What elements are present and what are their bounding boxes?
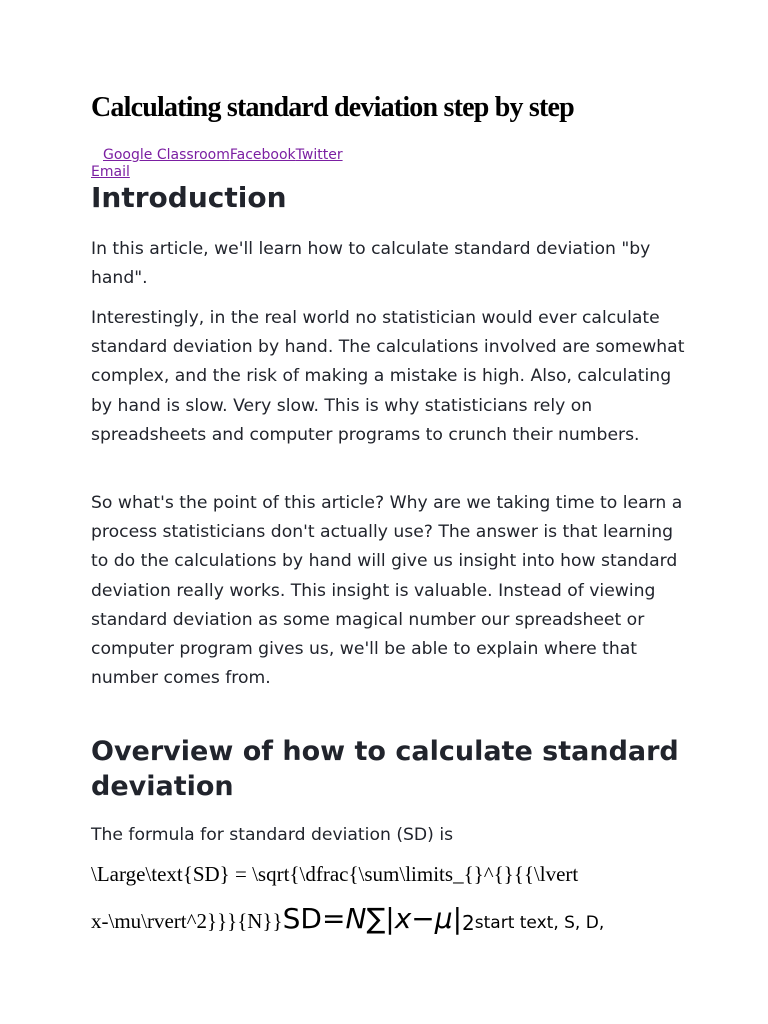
formula-intro-text: The formula for standard deviation (SD) is <box>91 825 454 845</box>
formula-sd: SD <box>282 902 322 935</box>
formula-exponent: 2 <box>462 911 475 935</box>
formula-bar-open: | <box>385 902 395 935</box>
formula-equals: = <box>321 902 346 935</box>
introduction-heading: Introduction <box>91 181 287 214</box>
page-title: Calculating standard deviation step by step <box>91 92 574 123</box>
intro-paragraph-2: Interestingly, in the real world no statistician would ever calculate standard deviation by hand. The calculations involved are somewhat complex, and the risk of making a mistake is high. Also, calculating by hand is slow. Very slow. This is why statisticians rely on spreadsheets and computer programs to crunch their numbers. <box>91 308 685 445</box>
intro-paragraph-1: In this article, we'll learn how to calculate standard deviation "by hand". <box>91 239 651 289</box>
share-twitter-link[interactable]: Twitter <box>295 147 343 163</box>
share-links <box>91 147 411 181</box>
formula-mu: μ <box>434 902 453 935</box>
share-google-classroom-link[interactable]: Google Classroom <box>103 147 230 163</box>
share-email-link[interactable]: Email <box>91 164 130 180</box>
formula-latex-source-line-2-text: x-\mu\rvert^2}}}{N}} <box>91 909 283 933</box>
formula-bar-close: | <box>452 902 463 935</box>
formula-x: x <box>394 902 412 935</box>
share-facebook-link[interactable]: Facebook <box>229 147 296 163</box>
formula-rendered-math <box>283 902 475 935</box>
formula-alt-text: start text, S, D, <box>474 913 605 933</box>
formula-latex-source-line-1: \Large\text{SD} = \sqrt{\dfrac{\sum\limits_{}^{}{{\lvert <box>91 862 579 886</box>
formula-latex-source-line-2 <box>91 902 604 935</box>
intro-paragraph-3: So what's the point of this article? Why are we taking time to learn a process statisticians don't actually use? The answer is that learning to do the calculations by hand will give us insight into how standard deviation really works. This insight is valuable. Instead of viewing standard deviation as some magical number our spreadsheet or computer program gives us, we'll be able to explain where that number comes from. <box>91 493 683 689</box>
formula-minus: − <box>411 902 435 935</box>
formula-sum-symbol: ∑ <box>366 902 386 935</box>
formula-n: N <box>345 902 367 935</box>
overview-heading: Overview of how to calculate standard deviation <box>91 736 679 802</box>
